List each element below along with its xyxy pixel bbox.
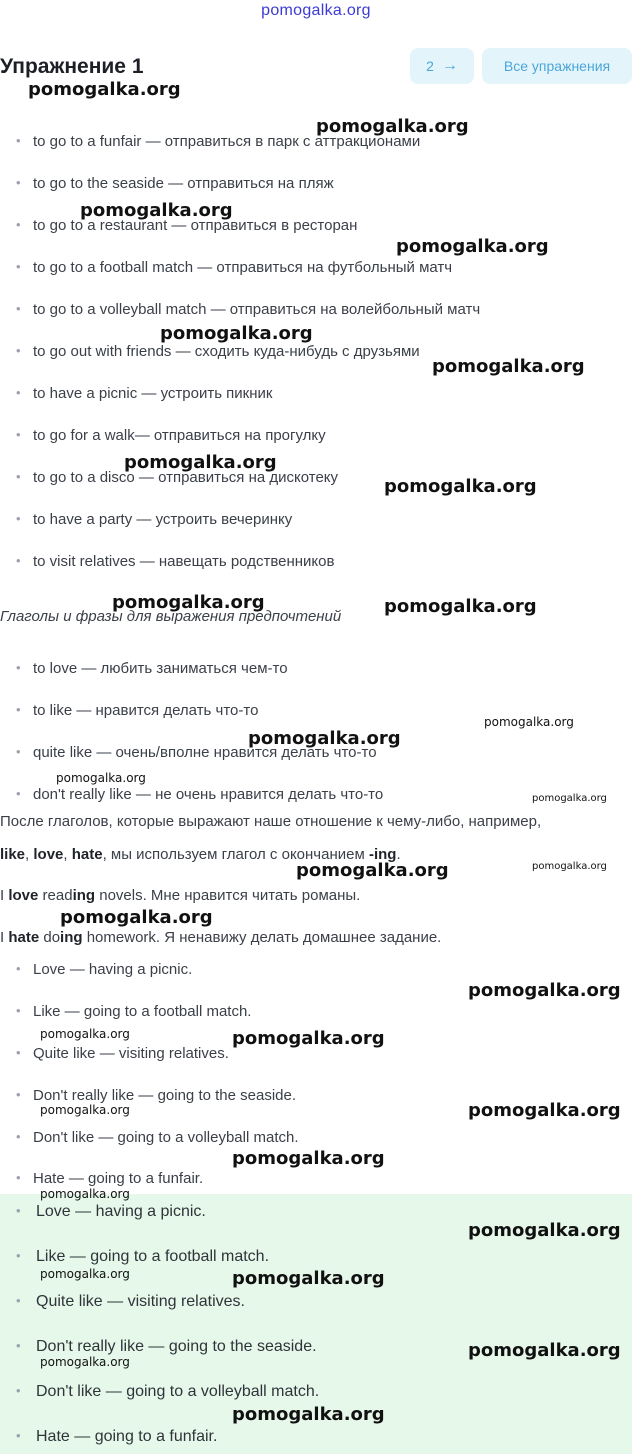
example-text: I	[0, 887, 9, 904]
watermark: pomogalka.org	[40, 1187, 130, 1201]
list-item: • to go to a restaurant — отправиться в ресторан	[16, 217, 357, 234]
watermark: pomogalka.org	[432, 356, 585, 377]
watermark: pomogalka.org	[468, 1100, 621, 1121]
watermark: pomogalka.org	[40, 1267, 130, 1281]
list-item: • to love — любить заниматься чем-то	[16, 660, 288, 677]
watermark: pomogalka.org	[484, 715, 574, 729]
watermark: pomogalka.org	[532, 861, 607, 872]
section-subtitle: Глаголы и фразы для выражения предпочтений	[0, 608, 342, 625]
explanation-end: .	[396, 846, 401, 863]
watermark: pomogalka.org	[316, 116, 469, 137]
watermark: pomogalka.org	[468, 1340, 621, 1361]
list-item: • quite like — очень/вполне нравится делать что-то	[16, 744, 377, 761]
separator: ,	[25, 846, 34, 863]
example-text: I	[0, 929, 9, 946]
list-item: • to go out with friends — сходить куда-нибудь с друзьями	[16, 343, 420, 360]
site-link[interactable]: pomogalka.org	[261, 2, 371, 19]
list-item: • to go to a volleyball match — отправиться на волейбольный матч	[16, 301, 480, 318]
watermark: pomogalka.org	[232, 1028, 385, 1049]
watermark: pomogalka.org	[232, 1268, 385, 1289]
watermark: pomogalka.org	[396, 236, 549, 257]
suffix-ing: -ing	[368, 846, 397, 863]
word-love: love	[33, 846, 64, 863]
list-item: • Don't really like — going to the seaside.	[16, 1087, 296, 1104]
answer-item: • Quite like — visiting relatives.	[16, 1293, 245, 1311]
watermark: pomogalka.org	[232, 1148, 385, 1169]
watermark: pomogalka.org	[112, 592, 265, 613]
example-text: do	[39, 929, 61, 946]
list-item: • to go to a disco — отправиться на дискотеку	[16, 469, 338, 486]
list-item: • Like — going to a football match.	[16, 1003, 251, 1020]
list-item: • to visit relatives — навещать родственников	[16, 553, 334, 570]
list-item: • to like — нравится делать что-то	[16, 702, 258, 719]
watermark: pomogalka.org	[468, 980, 621, 1001]
watermark: pomogalka.org	[28, 79, 181, 100]
watermark: pomogalka.org	[40, 1027, 130, 1041]
example-verb: hate	[8, 929, 40, 946]
watermark: pomogalka.org	[384, 596, 537, 617]
watermark: pomogalka.org	[40, 1355, 130, 1369]
watermark: pomogalka.org	[532, 793, 607, 804]
page-title: Упражнение 1	[0, 55, 144, 78]
watermark: pomogalka.org	[248, 728, 401, 749]
watermark: pomogalka.org	[40, 1103, 130, 1117]
word-like: like	[0, 846, 26, 863]
list-item: • to have a party — устроить вечеринку	[16, 511, 292, 528]
word-hate: hate	[71, 846, 103, 863]
answer-item: • Hate — going to a funfair.	[16, 1428, 217, 1446]
answer-item: • Like — going to a football match.	[16, 1248, 269, 1266]
watermark: pomogalka.org	[60, 907, 213, 928]
example-text: homework. Я ненавижу делать домашнее задание.	[82, 929, 442, 946]
example-suffix: ing	[72, 887, 96, 904]
watermark: pomogalka.org	[384, 476, 537, 497]
example-text: read	[38, 887, 73, 904]
list-item: • Love — having a picnic.	[16, 961, 192, 978]
watermark: pomogalka.org	[296, 860, 449, 881]
explanation-text: , мы используем глагол с окончанием	[102, 846, 369, 863]
example-sentence-2	[0, 929, 441, 946]
list-item: • don't really like — не очень нравится делать что-то	[16, 786, 383, 803]
example-sentence-1	[0, 887, 360, 904]
watermark: pomogalka.org	[160, 323, 313, 344]
explanation-line-1: После глаголов, которые выражают наше отношение к чему-либо, например,	[0, 813, 542, 830]
watermark: pomogalka.org	[56, 771, 146, 785]
example-suffix: ing	[60, 929, 83, 946]
watermark: pomogalka.org	[124, 452, 277, 473]
list-item: • to go for a walk— отправиться на прогулку	[16, 427, 326, 444]
next-exercise-label: 2	[426, 58, 434, 74]
arrow-right-icon: →	[441, 57, 458, 74]
answer-item: • Love — having a picnic.	[16, 1203, 206, 1221]
list-item: • to go to a football match — отправиться на футбольный матч	[16, 259, 452, 276]
list-item: • Don't like — going to a volleyball match.	[16, 1129, 299, 1146]
list-item: • to have a picnic — устроить пикник	[16, 385, 272, 402]
list-item: • Quite like — visiting relatives.	[16, 1045, 229, 1062]
watermark: pomogalka.org	[232, 1404, 385, 1425]
list-item: • to go to a funfair — отправиться в парк с аттракционами	[16, 133, 420, 150]
answer-item: • Don't like — going to a volleyball match.	[16, 1383, 319, 1401]
list-item: • Hate — going to a funfair.	[16, 1170, 203, 1187]
all-exercises-button[interactable]	[482, 48, 632, 84]
list-item: • to go to the seaside — отправиться на пляж	[16, 175, 334, 192]
watermark: pomogalka.org	[468, 1220, 621, 1241]
next-exercise-button[interactable]	[410, 48, 474, 84]
answer-item: • Don't really like — going to the seaside.	[16, 1338, 317, 1356]
all-exercises-label: Все упражнения	[503, 58, 611, 74]
example-verb: love	[8, 887, 39, 904]
watermark: pomogalka.org	[80, 200, 233, 221]
example-text: novels. Мне нравится читать романы.	[95, 887, 361, 904]
separator: ,	[63, 846, 72, 863]
